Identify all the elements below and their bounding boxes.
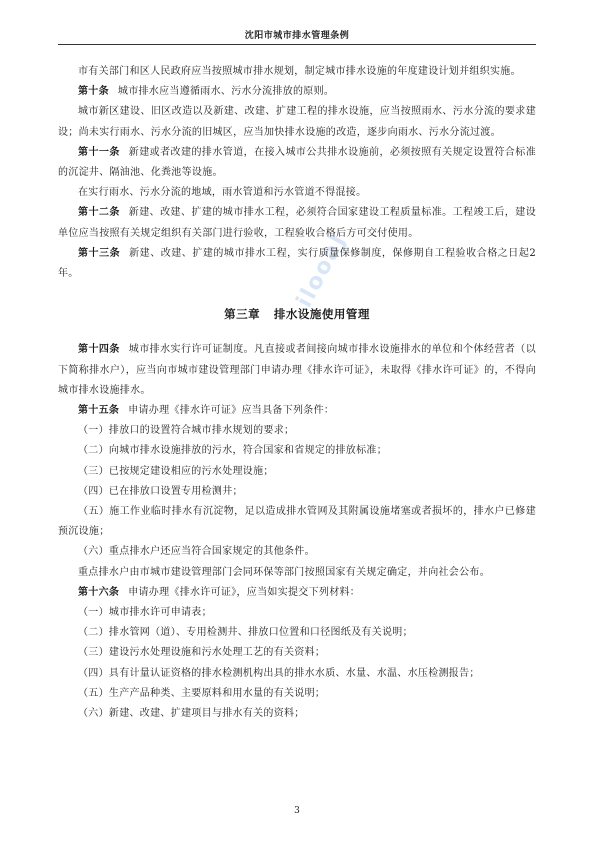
- article-text: 申请办理《排水许可证》，应当如实提交下列材料：: [128, 586, 361, 598]
- running-header: 沈阳市城市排水管理条例: [244, 31, 350, 41]
- article-text: 申请办理《排水许可证》应当具备下列条件：: [128, 405, 335, 417]
- list-item: （二）向城市排水设施排放的污水，符合国家和省规定的排放标准；: [78, 445, 387, 457]
- header-rule: [58, 44, 536, 45]
- watermark: ilooaJ: [292, 229, 352, 312]
- chapter-title: [58, 304, 536, 324]
- article-label: 第十四条: [78, 344, 120, 356]
- article-10: [58, 82, 536, 102]
- list-item: （三）建设污水处理设施和污水处理工艺的有关资料；: [78, 647, 326, 659]
- intro-paragraph: 市有关部门和区人民政府应当按照城市排水规划，制定城市排水设施的年度建设计划并组织实施。: [78, 66, 521, 77]
- list-item: （六）重点排水户还应当符合国家规定的其他条件。: [78, 546, 315, 558]
- article-16: [58, 583, 536, 603]
- article-text: 新建、改建、扩建的城市排水工程，实行质量保修制度，保修期自工程验收合格之日起2年。: [58, 247, 537, 280]
- paragraph: [58, 183, 536, 203]
- article-11: [58, 143, 536, 183]
- paragraph: [58, 102, 536, 142]
- article-text: 新建或者改建的排水管道，在接入城市公共排水设施前，必须按照有关规定设置符合标准的沉淀井、隔油池、化粪池等设施。: [58, 146, 536, 179]
- paragraph: 重点排水户由市城市建设管理部门会同环保等部门按照国家有关规定确定，并向社会公布。: [78, 566, 490, 578]
- chapter-number: 第三章: [224, 307, 261, 322]
- list-item: （六）新建、改建、扩建项目与排水有关的资料；: [78, 708, 305, 720]
- article-14: [58, 340, 536, 401]
- article-text: 城市排水实行许可证制度。凡直接或者间接向城市排水设施排水的单位和个体经营者（以下简称排水户），应当向市城市建设管理部门申请办理《排水许可证》，未取得《排水许可证》的，不得向城市排水设施排水。: [58, 344, 536, 396]
- article-13: [58, 244, 536, 284]
- article-12: [58, 203, 536, 243]
- article-label: 第十条: [78, 86, 109, 98]
- article-label: 第十六条: [78, 586, 120, 598]
- list-item: （五）生产产品种类、主要原料和用水量的有关说明；: [78, 687, 326, 699]
- paragraph-text: 在实行雨水、污水分流的地域，雨水管道和污水管道不得混接。: [78, 187, 367, 199]
- page-number: 3: [294, 806, 300, 816]
- chapter-name: 排水设施使用管理: [273, 307, 370, 322]
- article-label: 第十五条: [78, 405, 120, 417]
- list-item: （二）排水管网（道）、专用检测井、排放口位置和口径图纸及有关说明；: [78, 627, 413, 639]
- list-item: （三）已按规定建设相应的污水处理设施；: [78, 465, 274, 477]
- list-item: （四）已在排放口设置专用检测井；: [78, 485, 243, 497]
- list-item: （四）具有计量认证资格的排水检测机构出具的排水水质、水量、水温、水压检测报告；: [78, 667, 480, 679]
- list-item: （一）城市排水许可申请表；: [78, 607, 212, 619]
- article-label: 第十三条: [78, 247, 121, 259]
- article-text: 新建、改建、扩建的城市排水工程，必须符合国家建设工程质量标准。工程竣工后，建设单位应当按照有关规定组织有关部门进行验收，工程验收合格后方可交付使用。: [58, 207, 536, 239]
- article-text: 城市排水应当遵循雨水、污水分流排放的原则。: [117, 86, 335, 98]
- list-item: （一）排放口的设置符合城市排水规划的要求；: [78, 425, 295, 437]
- list-item: （五）施工作业临时排水有沉淀物，足以造成排水管网及其附属设施堵塞或者损坏的，排水户已修建预沉设施；: [58, 506, 536, 538]
- paragraph-text: 城市新区建设、旧区改造以及新建、改建、扩建工程的排水设施，应当按照雨水、污水分流的要求建设；尚未实行雨水、污水分流的旧城区，应当加快排水设施的改造，逐步向雨水、污水分流过渡。: [58, 106, 536, 138]
- article-label: 第十二条: [78, 207, 120, 219]
- article-label: 第十一条: [78, 146, 120, 158]
- document-body: [58, 62, 536, 724]
- article-15: [58, 401, 536, 421]
